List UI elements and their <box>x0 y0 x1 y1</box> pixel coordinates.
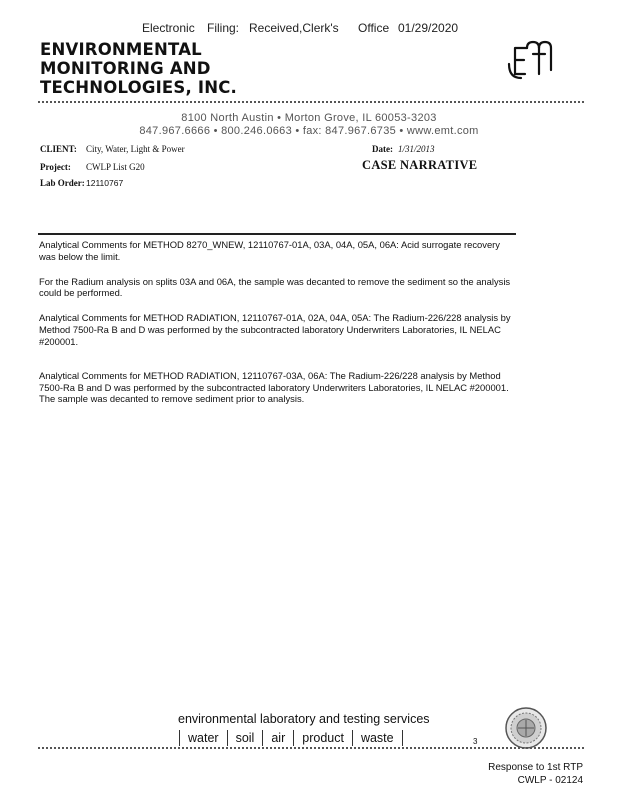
company-name-line2: MONITORING AND <box>40 59 211 78</box>
filing-date: 01/29/2020 <box>398 21 459 35</box>
service-item: soil <box>227 730 264 746</box>
lab-order-value: 12110767 <box>86 178 124 188</box>
accreditation-seal-icon <box>500 706 552 750</box>
services-list <box>180 730 403 746</box>
filing-office: Office <box>358 21 390 35</box>
response-stamp <box>488 761 583 787</box>
lab-order-label: Lab Order: <box>40 178 85 188</box>
project-label: Project: <box>40 162 71 172</box>
response-line1: Response to 1st RTP <box>488 762 583 773</box>
company-name-line3: TECHNOLOGIES, INC. <box>40 78 238 97</box>
company-name <box>40 40 237 97</box>
date-value: 1/31/2013 <box>398 144 435 154</box>
filing-label: Filing: <box>207 21 240 35</box>
narrative-divider <box>38 233 516 235</box>
header-divider <box>38 101 584 103</box>
case-narrative-title: CASE NARRATIVE <box>362 158 478 172</box>
service-item: product <box>293 730 353 746</box>
service-item: water <box>179 730 228 746</box>
address-street: 8100 North Austin • Morton Grove, IL 60053-3203 <box>181 112 437 124</box>
date-label: Date: <box>372 144 393 154</box>
footer-tagline: environmental laboratory and testing services <box>178 712 430 726</box>
comment-paragraph: Analytical Comments for METHOD RADIATION, 12110767-01A, 02A, 04A, 05A: The Radium-226/228 analysis by Method 7500-Ra B and D was performed by the subcontracted laboratory Underwriters Laboratories, IL NELAC #200001. <box>39 312 511 347</box>
company-name-line1: ENVIRONMENTAL <box>40 40 202 59</box>
service-item: air <box>262 730 294 746</box>
footer-divider <box>38 747 584 749</box>
comment-paragraph: Analytical Comments for METHOD RADIATION, 12110767-03A, 06A: The Radium-226/228 analysis by Method 7500-Ra B and D was performed by the subcontracted laboratory Underwriters Laboratories, IL NELAC #200001. The sample was decanted to remove sediment prior to analysis. <box>39 370 509 405</box>
address-phones: 847.967.6666 • 800.246.0663 • fax: 847.967.6735 • www.emt.com <box>139 125 479 137</box>
client-label: CLIENT: <box>40 144 77 154</box>
page-number: 3 <box>473 737 478 746</box>
filing-electronic: Electronic <box>142 21 195 35</box>
emt-logo-icon <box>505 40 555 82</box>
comment-paragraph: For the Radium analysis on splits 03A and 06A, the sample was decanted to remove the sediment so the analysis could be performed. <box>39 275 511 299</box>
case-comments <box>39 239 519 418</box>
comment-paragraph: Analytical Comments for METHOD 8270_WNEW, 12110767-01A, 03A, 04A, 05A, 06A: Acid surrogate recovery was below the limit. <box>39 239 500 262</box>
client-value: City, Water, Light & Power <box>86 144 185 154</box>
filing-received: Received,Clerk's <box>249 21 339 35</box>
project-value: CWLP List G20 <box>86 162 145 172</box>
service-item: waste <box>352 730 403 746</box>
response-line2: CWLP - 02124 <box>517 775 583 786</box>
